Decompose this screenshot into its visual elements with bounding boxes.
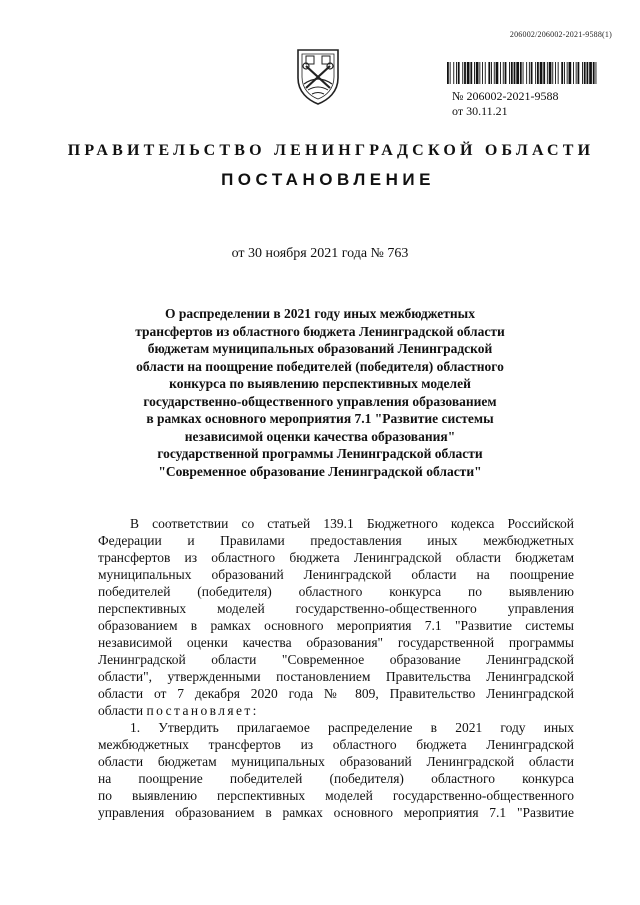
preamble-line: Ленинградской области "Современное образование Ленинградской [98,652,574,667]
title-line: государственной программы Ленинградской области [157,446,483,461]
decree-title [120,305,520,480]
barcode [447,62,597,84]
title-line: независимой оценки качества образования" [184,428,456,444]
preamble-line: Федерации и Правилами предоставления иных межбюджетных [98,533,574,548]
item-line: межбюджетных трансфертов из областного бюджета Ленинградской [98,737,574,752]
preamble-last-line [98,702,574,719]
preamble-line: трансфертов из областного бюджета Ленинградской области бюджетам [98,550,574,565]
decree-body [98,515,574,821]
registration-date: от 30.11.21 [452,104,508,118]
title-line: государственно-общественного управления образованием [143,393,497,409]
preamble-paragraph [98,515,574,719]
title-line: бюджетам муниципальных образований Ленинградской [147,341,493,356]
preamble-line: независимой оценки качества образования" государственной программы [98,635,574,650]
title-line: в рамках основного мероприятия 7.1 "Развитие системы [146,411,494,426]
authority-heading: ПРАВИТЕЛЬСТВО ЛЕНИНГРАДСКОЙ ОБЛАСТИ [67,142,595,159]
preamble-line: перспективных моделей государственно-общественного управления [98,601,574,616]
preamble-end: области [98,703,144,718]
item-1-paragraph [98,719,574,821]
item-line: управления образованием в рамках основного мероприятия 7.1 "Развитие [98,805,574,820]
preamble-line: области от 7 декабря 2020 года № 809, Правительство Ленинградской [98,686,574,701]
document-type-heading: ПОСТАНОВЛЕНИЕ [221,170,435,189]
title-line: "Современное образование Ленинградской области" [158,463,482,479]
title-line: области на поощрение победителей (победителя) областного [136,358,504,374]
item-line: по выявлению перспективных моделей государственно-общественного [98,788,574,803]
resolves-word: постановляет: [146,703,259,718]
preamble-line: муниципальных образований Ленинградской области на поощрение [98,567,574,582]
document-code: 206002/206002-2021-9588(1) [509,30,612,39]
title-line: О распределении в 2021 году иных межбюджетных [165,306,475,321]
coat-of-arms-emblem [292,44,344,106]
item-line: на поощрение победителей (победителя) областного конкурса [98,771,574,786]
item-line: 1. Утвердить прилагаемое распределение в 2021 году иных [130,720,574,735]
preamble-line: образованием в рамках основного мероприятия 7.1 "Развитие системы [98,618,574,633]
item-line: области бюджетам муниципальных образований Ленинградской области [98,754,574,769]
preamble-line: победителей (победителя) областного конкурса по выявлению [98,584,574,599]
title-line: трансфертов из областного бюджета Ленинградской области [135,323,505,339]
preamble-line: В соответствии со статьей 139.1 Бюджетного кодекса Российской [130,516,574,531]
preamble-line: области", утвержденными постановлением Правительства Ленинградской [98,669,574,684]
decree-date-line: от 30 ноября 2021 года № 763 [231,246,409,261]
title-line: конкурса по выявлению перспективных моделей [169,376,471,391]
registration-number: № 206002-2021-9588 [452,89,559,103]
